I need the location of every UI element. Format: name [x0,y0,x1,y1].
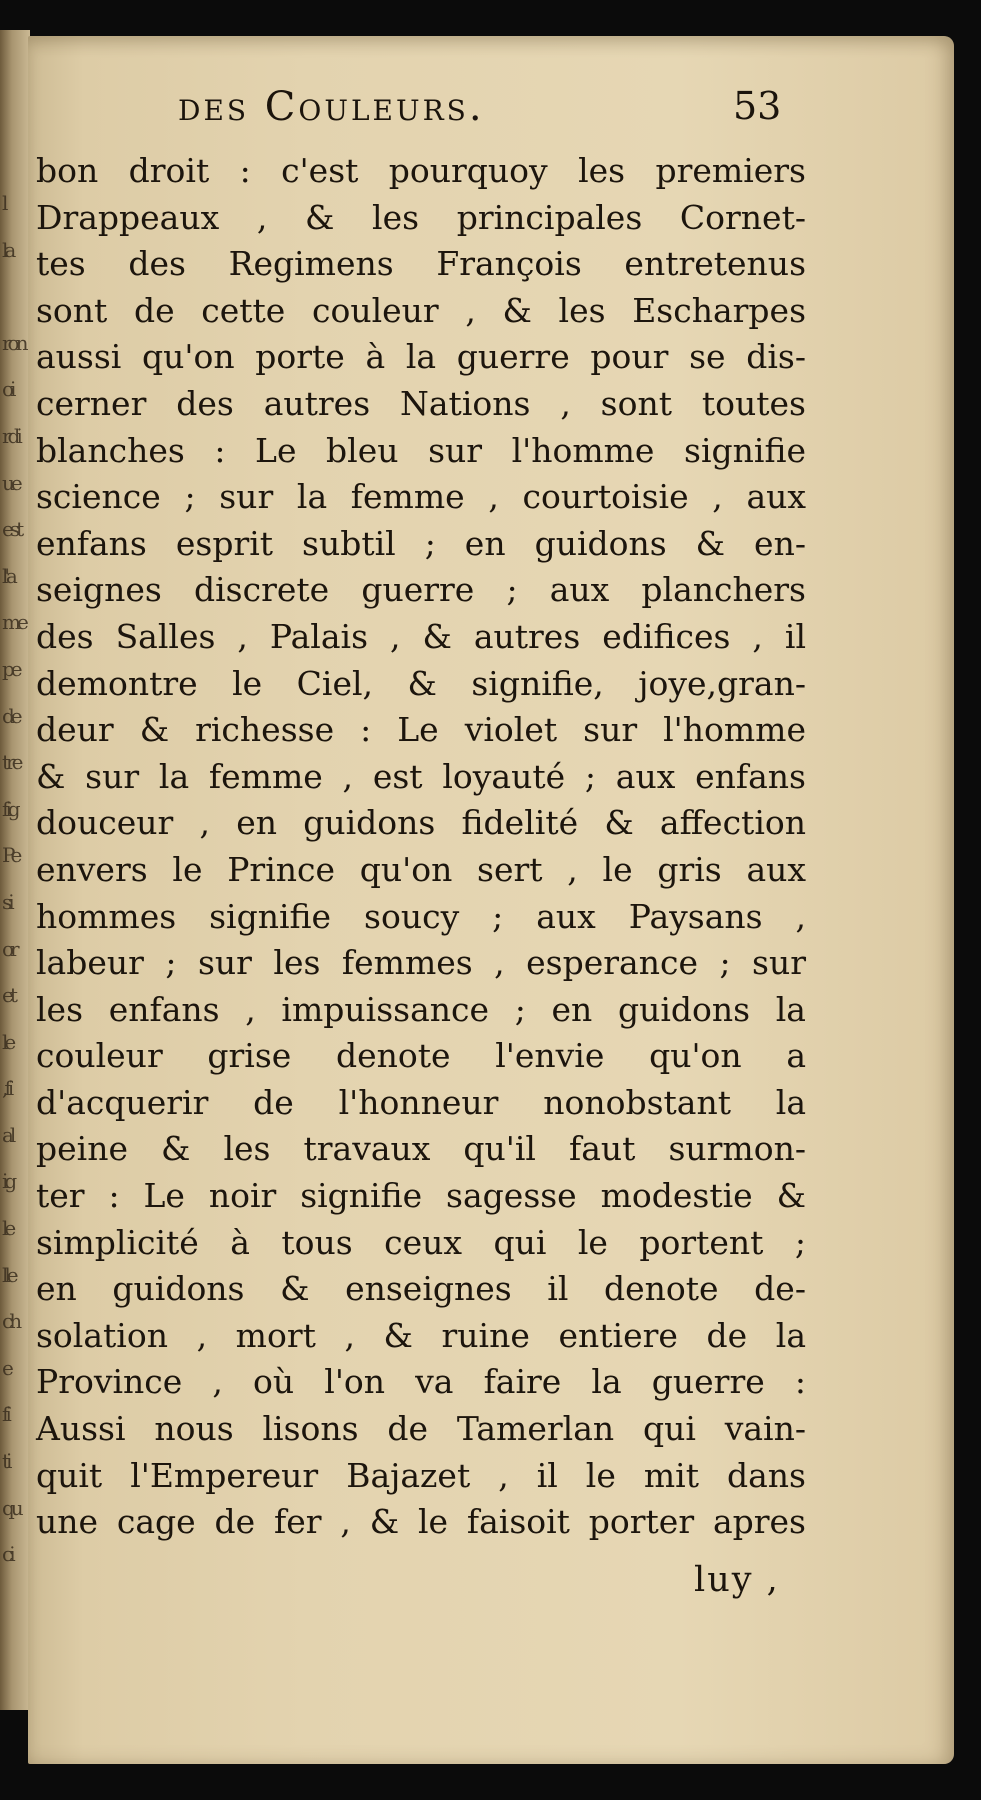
text-line: ter : Le noir signifie sagesse modestie & [36,1176,806,1216]
text-line: seignes discrete guerre ; aux planchers [36,570,806,610]
bleed-fragment: oi [2,377,13,402]
text-line: simplicité à tous ceux qui le portent ; [36,1222,806,1262]
text-line: les enfans , impuissance ; en guidons la [36,989,806,1029]
text-line: douceur , en guidons fidelité & affection [36,803,806,843]
body-text [36,148,806,1546]
bleed-fragment: et [2,983,14,1008]
bleed-fragment: ti [2,1449,9,1474]
bleed-fragment: le [2,1216,13,1241]
facing-page-bleed-through [2,180,28,1600]
text-line: solation , mort , & ruine entiere de la [36,1315,806,1355]
bleed-fragment: ch [2,1309,19,1334]
running-head: des Couleurs. [178,84,485,130]
text-line: cerner des autres Nations , sont toutes [36,383,806,423]
text-line: enfans esprit subtil ; en guidons & en- [36,523,806,563]
text-line: demontre le Ciel, & signifie, joye,gran- [36,663,806,703]
bleed-fragment: de [2,703,19,728]
bleed-fragment: lle [2,1262,15,1287]
bleed-fragment: qu [2,1495,20,1520]
text-line: Province , où l'on va faire la guerre : [36,1362,806,1402]
bleed-fragment: ci [2,1542,12,1567]
bleed-fragment: me [2,610,25,635]
bleed-fragment: l [2,191,5,215]
text-line: quit l'Empereur Bajazet , il le mit dans [36,1455,806,1495]
text-line: blanches : Le bleu sur l'homme signifie [36,430,806,470]
bleed-fragment: ue [2,470,19,495]
bleed-fragment: pe [2,656,19,681]
text-line: sont de cette couleur , & les Escharpes [36,290,806,330]
binding-gutter [0,30,30,1710]
bleed-fragment: Pe [2,843,19,868]
text-line: Aussi nous lisons de Tamerlan qui vain- [36,1409,806,1449]
bleed-fragment: l'a [2,563,14,588]
bleed-fragment: al [2,1122,13,1147]
bleed-fragment: or [2,936,16,961]
bleed-fragment [2,273,28,320]
text-line: d'acquerir de l'honneur nonobstant la [36,1082,806,1122]
text-line: deur & richesse : Le violet sur l'homme [36,710,806,750]
bleed-fragment: ron [2,330,25,355]
catchword: luy , [694,1560,780,1600]
text-line: en guidons & enseignes il denote de- [36,1269,806,1309]
page-number: 53 [733,84,782,128]
text-line: bon droit : c'est pourquoy les premiers [36,151,806,190]
bleed-fragment: ,fi [2,1076,11,1101]
book-page [28,36,954,1764]
text-line: Drappeaux , & les principales Cornet- [36,197,806,237]
text-line: & sur la femme , est loyauté ; aux enfans [36,756,806,796]
text-line: des Salles , Palais , & autres edifices , il [36,616,806,656]
text-line: peine & les travaux qu'il faut surmon- [36,1129,806,1169]
text-line: aussi qu'on porte à la guerre pour se dis- [36,337,806,377]
bleed-fragment: la [2,237,13,262]
bleed-fragment: est [2,517,21,542]
bleed-fragment: fig [2,796,17,821]
text-line: science ; sur la femme , courtoisie , aux [36,477,806,517]
text-line: une cage de fer , & le faisoit porter apres [36,1502,806,1542]
bleed-fragment: si [2,889,11,914]
bleed-fragment: rdi [2,423,19,448]
bleed-fragment: tre [2,750,20,775]
text-line: couleur grise denote l'envie qu'on a [36,1036,806,1076]
text-line: hommes signifie soucy ; aux Paysans , [36,896,806,936]
bleed-fragment: le [2,1029,13,1054]
bleed-fragment: e [2,1355,10,1380]
bleed-fragment: ig [2,1169,14,1194]
text-line: envers le Prince qu'on sert , le gris aux [36,849,806,889]
text-line: tes des Regimens François entretenus [36,244,806,284]
bleed-fragment: fi [2,1402,8,1427]
text-line: labeur ; sur les femmes , esperance ; sur [36,943,806,983]
